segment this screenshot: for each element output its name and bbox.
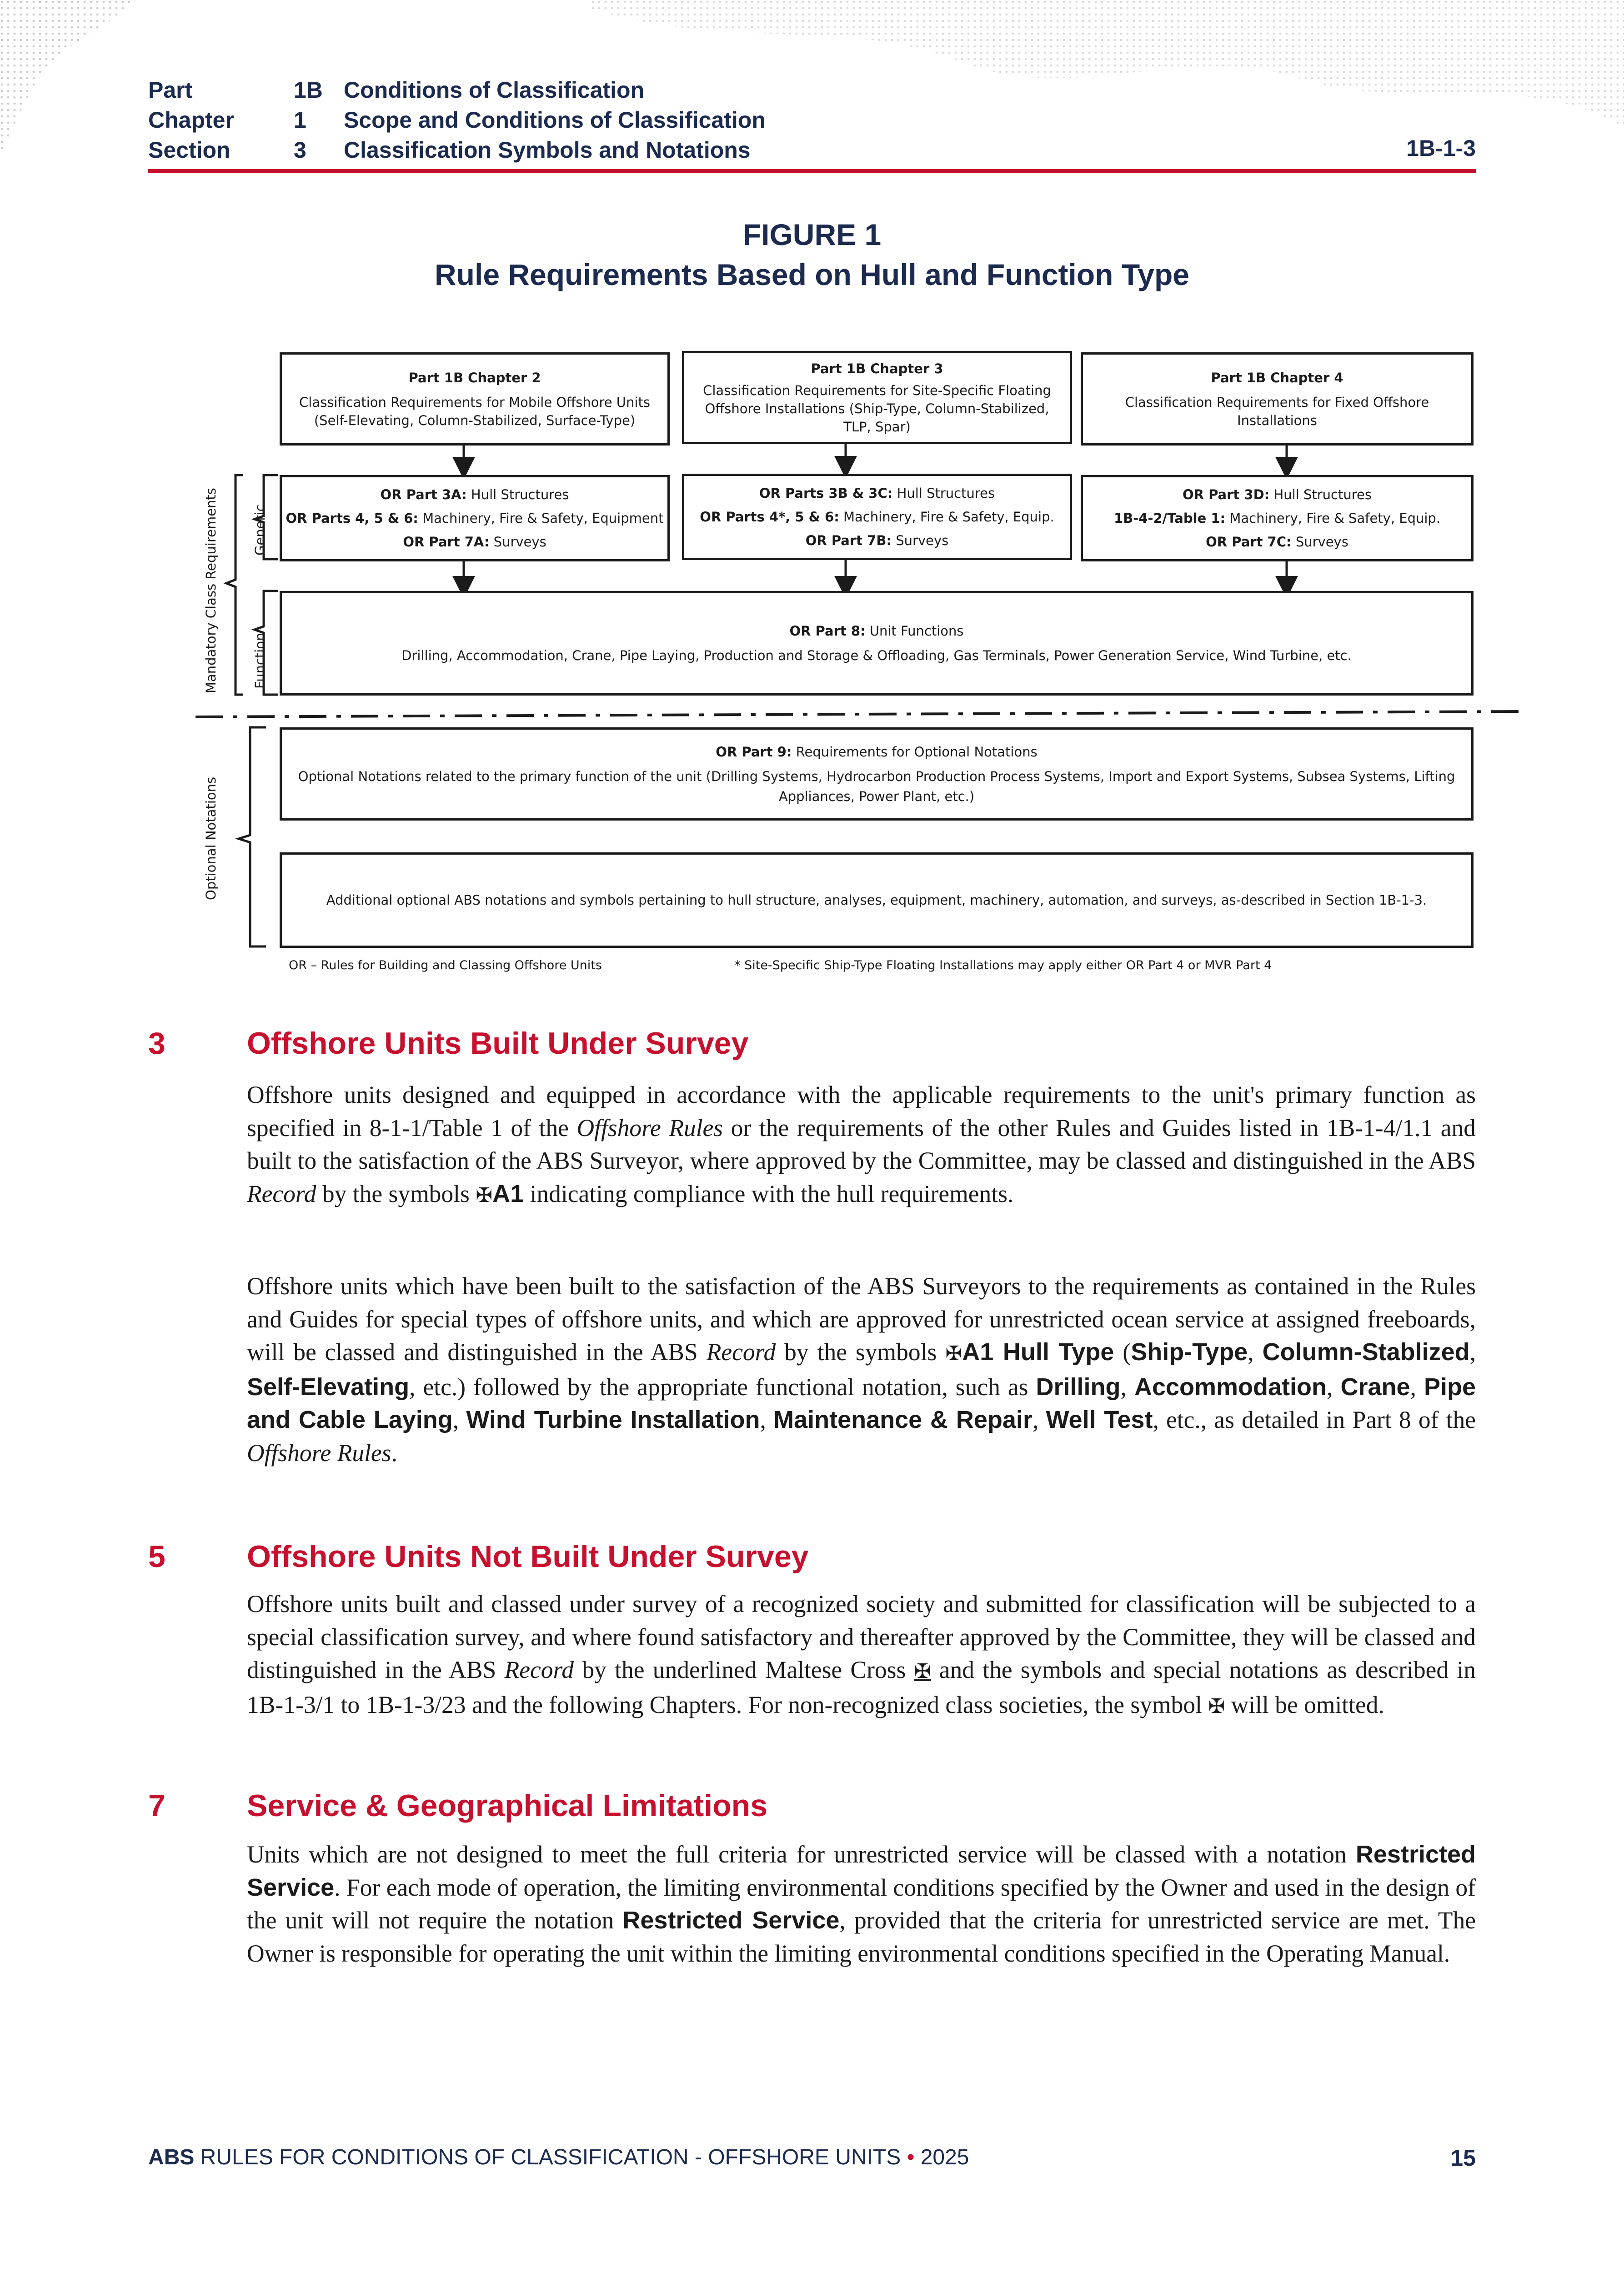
generic-line: OR Parts 3B & 3C: Hull Structures [759,486,995,501]
header-number: 1B [294,77,323,103]
maltese-cross-icon: ✠ [476,1183,493,1207]
generic-line: OR Part 7B: Surveys [805,533,949,548]
generic-box-chapter4 [1081,475,1474,561]
chapter4-title: Part 1B Chapter 4 [1211,370,1343,386]
label-function: Function [252,632,268,689]
separator-line [195,711,1523,717]
generic-line: OR Part 7C: Surveys [1206,534,1348,550]
chapter2-body: Classification Requirements for Mobile Offshore Units (Self-Elevating, Column-Stabilized, Surface-Type) [299,394,650,428]
section-number: 5 [148,1539,165,1574]
header-label: Part [148,77,193,103]
maltese-cross-icon: ✠ [945,1342,962,1365]
generic-box-chapter3 [682,474,1072,560]
footer-bullet: • [907,2145,915,2169]
section-number: 3 [148,1026,165,1061]
header-number: 3 [294,137,306,163]
generic-line: OR Parts 4*, 5 & 6: Machinery, Fire & Safety, Equip. [700,509,1054,525]
chapter2-box [280,352,670,446]
footer-brand: ABS [148,2145,195,2169]
generic-line: 1B-4-2/Table 1: Machinery, Fire & Safety, Equip. [1113,511,1441,526]
figure-footnote-right: * Site-Specific Ship-Type Floating Installations may apply either OR Part 4 or MVR Part 4 [734,958,1272,972]
additional-notations-box [280,852,1474,948]
section-title: Offshore Units Built Under Survey [247,1026,749,1061]
section-title: Service & Geographical Limitations [247,1788,768,1823]
additional-body: Additional optional ABS notations and symbols pertaining to hull structure, analyses, equipment, machinery, automation, and surveys, as-described in Section 1B-1-3. [326,892,1427,908]
header-title: Conditions of Classification [344,77,645,103]
chapter3-box [682,351,1072,444]
figure-label: FIGURE 1 [742,218,882,251]
chapter3-title: Part 1B Chapter 3 [811,360,943,376]
header-number: 1 [294,107,306,133]
footer-title: ABS RULES FOR CONDITIONS OF CLASSIFICATION - OFFSHORE UNITS • 2025 [148,2145,969,2169]
function-heading: OR Part 8: Unit Functions [789,623,964,639]
function-body: Drilling, Accommodation, Crane, Pipe Laying, Production and Storage & Offloading, Gas Terminals, Power Generation Service, Wind Turbine, etc. [401,648,1352,663]
optional-heading: OR Part 9: Requirements for Optional Notations [716,744,1038,760]
maltese-cross-icon: ✠ [914,1660,931,1683]
chapter3-body: Classification Requirements for Site-Specific Floating Offshore Installations (Ship-Type, Column-Stabilized, TLP, Spar) [703,382,1051,435]
header-title: Scope and Conditions of Classification [344,107,766,133]
maltese-cross-icon: ✠ [1208,1694,1225,1718]
section3-paragraph-2: Offshore units which have been built to the satisfaction of the ABS Surveyors to the requirements as contained in the Rules and Guides for special types of offshore units, and which are approved for unrestricted ocean service at assigned freeboards, will be classed and distinguished in the ABS Record by the symbols ✠A1 Hull Type (Ship-Type, Column-Stablized, Self-Elevating, etc.) followed by the appropriate functional notation, such as Drilling, Accommodation, Crane, Pipe and Cable Laying, Wind Turbine Installation, Maintenance & Repair, Well Test, etc., as detailed in Part 8 of the Offshore Rules. [247,1272,1476,1467]
section5-paragraph-1: Offshore units built and classed under survey of a recognized society and submitted for classification will be subjected to a special classification survey, and where found satisfactory and thereafter approved by the Committee, they will be classed and distinguished in the ABS Record by the underlined Maltese Cross ✠ and the symbols and special notations as described in 1B-1-3/1 to 1B-1-3/23 and the following Chapters. For non-recognized class societies, the symbol ✠ will be omitted. [247,1590,1476,1718]
figure-footnote-left: OR – Rules for Building and Classing Offshore Units [289,958,602,972]
section-title: Offshore Units Not Built Under Survey [247,1539,809,1574]
section3-paragraph-1: Offshore units designed and equipped in accordance with the applicable requirements to the unit's primary function as specified in 8-1-1/Table 1 of the Offshore Rules or the requirements of the other Rules and Guides listed in 1B-1-4/1.1 and built to the satisfaction of the ABS Surveyor, where approved by the Committee, may be classed and distinguished in the ABS Record by the symbols ✠A1 indicating compliance with the hull requirements. [247,1081,1476,1207]
header-label: Section [148,137,231,163]
chapter2-title: Part 1B Chapter 2 [408,370,541,386]
generic-line: OR Part 3A: Hull Structures [380,487,569,502]
page-number: 15 [1450,2145,1476,2171]
header-label: Chapter [148,107,234,133]
optional-body: Optional Notations related to the primary function of the unit (Drilling Systems, Hydrocarbon Production Process Systems, Import and Export Systems, Subsea Systems, Lifting Appliances, Power Plant, etc.) [298,768,1455,804]
label-optional-notations: Optional Notations [203,776,219,900]
figure-title: Rule Requirements Based on Hull and Function Type [435,258,1189,291]
header-title: Classification Symbols and Notations [344,137,751,163]
section7-paragraph-1: Units which are not designed to meet the full criteria for unrestricted service will be classed with a notation Restricted Service. For each mode of operation, the limiting environmental conditions specified by the Owner and used in the design of the unit will not require the notation Restricted Service, provided that the criteria for unrestricted service are met. The Owner is responsible for operating the unit within the limiting environmental conditions specified in the Operating Manual. [247,1841,1476,1967]
generic-line: OR Part 3D: Hull Structures [1183,487,1372,502]
generic-line: OR Parts 4, 5 & 6: Machinery, Fire & Safety, Equipment [286,511,664,526]
generic-box-chapter2 [280,475,670,561]
section-number: 7 [148,1788,165,1823]
label-generic: Generic [252,504,268,556]
function-box [280,591,1474,696]
brace-optional [239,727,266,946]
label-mandatory-class-requirements: Mandatory Class Requirements [203,488,219,693]
page-reference: 1B-1-3 [1406,135,1476,161]
chapter4-body: Classification Requirements for Fixed Offshore Installations [1125,394,1429,428]
brace-mandatory [226,475,243,695]
generic-line: OR Part 7A: Surveys [403,534,546,550]
optional-notations-box [280,727,1474,821]
chapter4-box [1081,352,1474,446]
